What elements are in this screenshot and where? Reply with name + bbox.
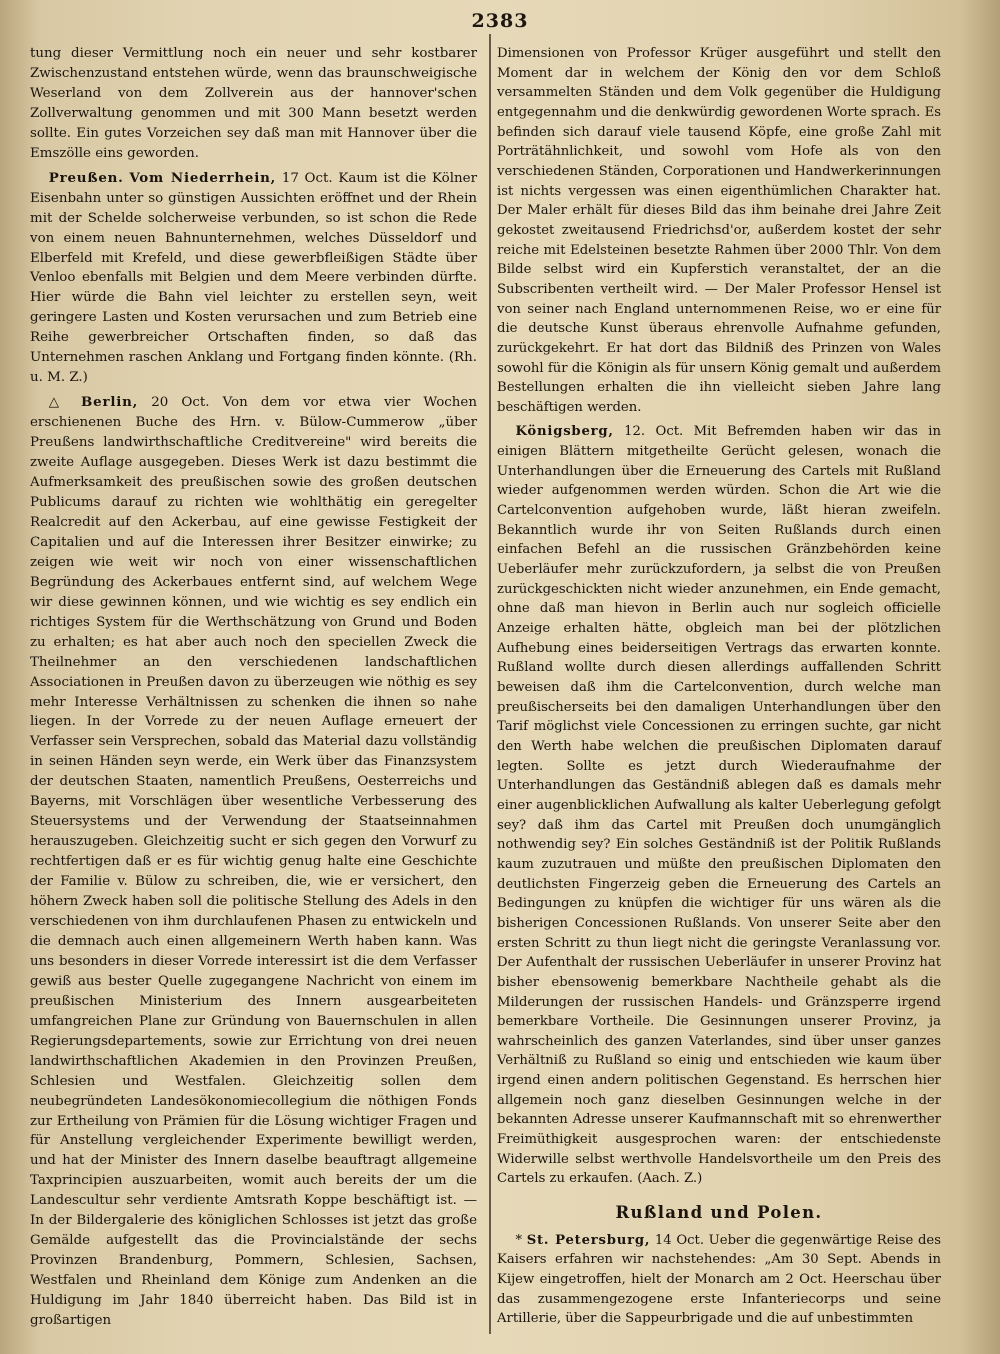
- paragraph-text: 12. Oct. Mit Befremden haben wir das in einigen Blättern mitgetheilte Gerücht gelesen, wonach die Unterhandlungen über die Erneuerung des Cartels mit Rußland wieder aufgenommen werden würden. Schon die Art wie die Cartelconvention aufgehoben wurde, läßt hieran zweifeln. Bekanntlich wurde ihr von Seiten Rußlands durch einen einfachen Befehl an die russischen Gränzbehörden keine Ueberläufer mehr zurückzufordern, ja selbst die von Preußen zurückgeschickten nicht wieder anzunehmen, ein Ende gemacht, ohne daß man hievon in Berlin auch nur sogleich officielle Anzeige erhalten hätte, obgleich man bei der plötzlichen Aufhebung eines beiderseitigen Vertrags das erwarten konnte. Rußland wollte durch diesen allerdings auffallenden Schritt beweisen daß ihm die Cartelconvention, durch welche man preußischerseits bei den damaligen Unterhandlungen über den Tarif möglichst viele Concessionen zu erringen suchte, gar nicht den Werth habe welchen die preußischen Diplomaten darauf legten. Sollte es jetzt durch Wiederaufnahme der Unterhandlungen das Geständniß ablegen daß es damals mehr einer augenblicklichen Aufwallung als kalter Ueberlegung gefolgt sey? daß ihm das Cartel mit Preußen doch unumgänglich nothwendig sey? Ein solches Geständniß ist der Politik Rußlands kaum zuzutrauen und müßte den preußischen Diplomaten den deutlichsten Fingerzeig geben die Erneuerung des Cartels an Bedingungen zu knüpfen die wichtiger für uns wären als die bisherigen Concessionen Rußlands. Von unserer Seite aber den ersten Schritt zu thun liegt nicht die geringste Veranlassung vor. Der Aufenthalt der russischen Ueberläufer in unserer Provinz hat bisher ebensowenig bemerkbare Nachtheile gehabt als die Milderungen der russischen Handels- und Gränzsperre irgend bemerkbare Vortheile. Die Gesinnungen unserer Provinz, ja wahrscheinlich des ganzen Vaterlandes, sind über unser ganzes Verhältniß zu Rußland so einig und entschieden wie kaum über irgend einen andern politischen Gegenstand. Es herrschen hier allgemein noch ganz dieselben Gesinnungen welche in der bekannten Adresse unserer Kaufmannschaft mit so ehrenwerther Freimüthigkeit ausgesprochen waren: der entschiedenste Widerwille selbst werthvolle Handelsvortheile um den Preis des Cartels zu erkaufen. (Aach. Z.): [497, 424, 941, 1187]
- dateline-place: Vom Niederrhein,: [129, 169, 277, 186]
- left-column: [30, 44, 477, 1331]
- dateline-place: Königsberg,: [515, 424, 614, 440]
- paragraph-text: 14 Oct. Ueber die gegenwärtige Reise des Kaisers erfahren wir nachstehendes: „Am 30 Sept. Abends in Kijew eingetroffen, hielt der Monarch am 2 Oct. Heerschau über das zusammengezogene erste Infanteriecorps und seine Artillerie, über die Sappeurbrigade und die auf unbestimmten: [497, 1232, 941, 1327]
- section-keyword: Preußen.: [48, 169, 124, 186]
- column-divider: [489, 34, 491, 1334]
- article-preussen: [30, 169, 477, 388]
- paragraph-text: Dimensionen von Professor Krüger ausgeführt und stellt den Moment dar in welchem der König den vor dem Schloß versammelten Ständen und dem Volk gegenüber die Huldigung entgegennahm und die denkwürdig gewordenen Worte sprach. Es befinden sich darauf viele tausend Köpfe, eine große Zahl mit Porträtähnlichkeit, und sowohl vom Hofe als von den verschiedenen Ständen, Corporationen und Handwerkerinnungen ist nichts vergessen was einen eigenthümlichen Charakter hat. Der Maler erhält für dieses Bild das ihm beinahe drei Jahre Zeit gekostet zweitausend Friedrichsd'or, außerdem kostet der sehr reiche mit Edelsteinen besetzte Rahmen über 2000 Thlr. Von dem Bilde selbst wird ein Kupferstich veranstaltet, der an die Subscribenten vertheilt wird. — Der Maler Professor Hensel ist von seiner nach England unternommenen Reise, wo er eine für die deutsche Kunst überaus ehrenvolle Aufnahme gefunden, zurückgekehrt. Er hat dort das Bildniß des Prinzen von Wales sowohl für die Königin als für unsern König gemalt und außerdem Bestellungen erhalten die ihn vielleicht sieben Jahre lang beschäftigen werden.: [497, 46, 941, 415]
- paragraph-text: tung dieser Vermittlung noch ein neuer und sehr kostbarer Zwischenzustand entstehen würde, wenn das braunschweigische Weserland von dem Zollverein aus der hannover'schen Zollverwaltung genommen und mit 300 Mann besetzt werden sollte. Ein gutes Vorzeichen sey daß man mit Hannover über die Emszölle eins geworden.: [30, 46, 477, 161]
- correspondent-mark: △: [48, 395, 68, 411]
- correspondent-mark: *: [515, 1232, 523, 1248]
- article-st-petersburg: [497, 1231, 941, 1329]
- page-number: 2383: [471, 10, 529, 32]
- article-continuation: [30, 44, 477, 164]
- section-heading: Rußland und Polen.: [615, 1203, 823, 1223]
- article-berlin: [30, 393, 477, 1331]
- paragraph-text: 17 Oct. Kaum ist die Kölner Eisenbahn unter so günstigen Aussichten eröffnet und der Rhein mit der Schelde solcherweise verbunden, so ist schon die Rede von einem neuen Bahnunternehmen, welches Düsseldorf und Elberfeld mit Krefeld, und diese gewerbfleißigen Städte über Venloo ebenfalls mit Belgien und dem Meere verbinden dürfte. Hier würde die Bahn viel leichter zu erstellen seyn, weit geringere Lasten und Kosten verursachen und zum Betrieb eine Reihe gewerbreicher Ortschaften finden, so daß das Unternehmen raschen Anklang und Fortgang finden könnte. (Rh. u. M. Z.): [30, 170, 477, 386]
- dateline-place: Berlin,: [81, 394, 139, 411]
- paragraph-text: 20 Oct. Von dem vor etwa vier Wochen erschienenen Buche des Hrn. v. Bülow-Cummerow „über Preußens landwirthschaftliche Creditvereine" wird bereits die zweite Auflage ausgegeben. Dieses Werk ist dazu bestimmt die Aufmerksamkeit des preußischen sowie des großen deutschen Publicums darauf zu richten wie wohlthätig ein geregelter Realcredit auf den Ackerbau, auf eine gewisse Festigkeit der Capitalien und auf die Interessen ihrer Besitzer einwirke; zu zeigen wie weit wir noch von einer wissenschaftlichen Begründung des Ackerbaues entfernt sind, auf welchem Wege wir diese gewinnen können, und wie wichtig es sey endlich ein richtiges System für die Werthschätzung von Grund und Boden zu erhalten; es hat aber auch noch den speciellen Zweck die Theilnehmer an den verschiedenen landschaftlichen Associationen in Preußen davon zu überzeugen wie nöthig es sey mehr Interesse Verhältnissen zu schenken die ihnen so nahe liegen. In der Vorrede zu der neuen Auflage erneuert der Verfasser sein Versprechen, sobald das Material dazu vollständig in seinen Händen seyn werde, ein Werk über das Finanzsystem der deutschen Staaten, namentlich Preußens, Oesterreichs und Bayerns, mit Vorschlägen über wesentliche Verbesserung des Steuersystems und der Verwendung der Staatseinnahmen herauszugeben. Gleichzeitig sucht er sich gegen den Vorwurf zu rechtfertigen daß er es für wichtig genug halte eine Geschichte der Familie v. Bülow zu schreiben, die, wie er versichert, den höhern Zweck haben soll die politische Stellung des Adels in den verschiedenen von ihm durchlaufenen Phasen zu entwickeln und die demnach auch einen allgemeinern Werth haben kann. Was uns besonders in dieser Vorrede interessirt ist die dem Verfasser gewiß aus bester Quelle zugegangene Nachricht von einem im preußischen Ministerium des Innern ausgearbeiteten umfangreichen Plane zur Gründung von Bauernschulen in allen Regierungsdepartements, sowie zur Errichtung von drei neuen landwirthschaftlichen Akademien in den Provinzen Preußen, Schlesien und Westfalen. Gleichzeitig sollen dem neubegründeten Landesökonomiecollegium die nöthigen Fonds zur Ertheilung von Prämien für die Lösung wichtiger Fragen und für Anstellung vergleichender Experimente bewilligt werden, und hat der Minister des Innern daselbe beauftragt allgemeine Taxprincipien auszuarbeiten, womit auch bereits der um die Landescultur sehr verdiente Amtsrath Koppe beschäftigt ist. — In der Bildergalerie des königlichen Schlosses ist jetzt das große Gemälde aufgestellt das die Provincialstände der sechs Provinzen Brandenburg, Pommern, Schlesien, Sachsen, Westfalen und Rheinland dem Könige zum Andenken an die Huldigung im Jahr 1840 überreicht haben. Das Bild ist in großartigen: [30, 395, 477, 1329]
- article-continuation: [497, 44, 941, 417]
- dateline-place: St. Petersburg,: [526, 1232, 651, 1248]
- article-koenigsberg: [497, 422, 941, 1189]
- right-column: [497, 44, 941, 1329]
